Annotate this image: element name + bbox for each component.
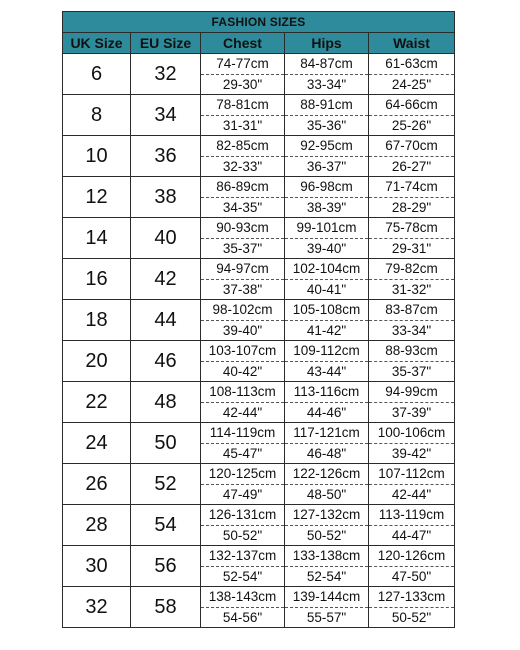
chest-in-cell: 31-31" bbox=[201, 115, 285, 136]
uk-size-cell: 8 bbox=[63, 95, 131, 136]
chest-cm-cell: 138-143cm bbox=[201, 587, 285, 608]
chest-in-cell: 40-42" bbox=[201, 361, 285, 382]
uk-size-cell: 22 bbox=[63, 382, 131, 423]
eu-size-cell: 58 bbox=[131, 587, 201, 628]
hips-cm-cell: 99-101cm bbox=[285, 218, 369, 239]
waist-in-cell: 39-42" bbox=[369, 443, 455, 464]
waist-in-cell: 31-32" bbox=[369, 279, 455, 300]
table-row bbox=[63, 177, 455, 198]
size-chart bbox=[62, 11, 454, 628]
table-row bbox=[63, 95, 455, 116]
chest-cm-cell: 126-131cm bbox=[201, 505, 285, 526]
waist-cm-cell: 79-82cm bbox=[369, 259, 455, 280]
table-row bbox=[63, 423, 455, 444]
chest-cm-cell: 78-81cm bbox=[201, 95, 285, 116]
waist-in-cell: 24-25" bbox=[369, 74, 455, 95]
hips-cm-cell: 96-98cm bbox=[285, 177, 369, 198]
waist-in-cell: 47-50" bbox=[369, 566, 455, 587]
uk-size-cell: 24 bbox=[63, 423, 131, 464]
hips-in-cell: 48-50" bbox=[285, 484, 369, 505]
waist-cm-cell: 75-78cm bbox=[369, 218, 455, 239]
chest-cm-cell: 86-89cm bbox=[201, 177, 285, 198]
waist-cm-cell: 100-106cm bbox=[369, 423, 455, 444]
hips-in-cell: 52-54" bbox=[285, 566, 369, 587]
hips-cm-cell: 102-104cm bbox=[285, 259, 369, 280]
chest-cm-cell: 103-107cm bbox=[201, 341, 285, 362]
hips-in-cell: 35-36" bbox=[285, 115, 369, 136]
waist-in-cell: 26-27" bbox=[369, 156, 455, 177]
waist-cm-cell: 64-66cm bbox=[369, 95, 455, 116]
waist-cm-cell: 88-93cm bbox=[369, 341, 455, 362]
hips-cm-cell: 88-91cm bbox=[285, 95, 369, 116]
waist-cm-cell: 61-63cm bbox=[369, 54, 455, 75]
table-row bbox=[63, 54, 455, 75]
header-uk-size: UK Size bbox=[63, 33, 131, 54]
header-chest: Chest bbox=[201, 33, 285, 54]
chest-cm-cell: 90-93cm bbox=[201, 218, 285, 239]
table-row bbox=[63, 505, 455, 526]
hips-in-cell: 38-39" bbox=[285, 197, 369, 218]
waist-in-cell: 33-34" bbox=[369, 320, 455, 341]
hips-in-cell: 33-34" bbox=[285, 74, 369, 95]
header-eu-size: EU Size bbox=[131, 33, 201, 54]
header-waist: Waist bbox=[369, 33, 455, 54]
uk-size-cell: 18 bbox=[63, 300, 131, 341]
waist-in-cell: 50-52" bbox=[369, 607, 455, 628]
uk-size-cell: 32 bbox=[63, 587, 131, 628]
eu-size-cell: 36 bbox=[131, 136, 201, 177]
eu-size-cell: 54 bbox=[131, 505, 201, 546]
chest-cm-cell: 120-125cm bbox=[201, 464, 285, 485]
hips-cm-cell: 113-116cm bbox=[285, 382, 369, 403]
chest-in-cell: 29-30" bbox=[201, 74, 285, 95]
table-row bbox=[63, 136, 455, 157]
eu-size-cell: 32 bbox=[131, 54, 201, 95]
size-rows bbox=[63, 54, 455, 628]
header-row bbox=[63, 33, 455, 54]
eu-size-cell: 34 bbox=[131, 95, 201, 136]
chest-in-cell: 32-33" bbox=[201, 156, 285, 177]
waist-in-cell: 37-39" bbox=[369, 402, 455, 423]
table-row bbox=[63, 464, 455, 485]
chest-cm-cell: 132-137cm bbox=[201, 546, 285, 567]
hips-in-cell: 50-52" bbox=[285, 525, 369, 546]
chest-in-cell: 35-37" bbox=[201, 238, 285, 259]
hips-in-cell: 39-40" bbox=[285, 238, 369, 259]
chest-in-cell: 47-49" bbox=[201, 484, 285, 505]
hips-in-cell: 46-48" bbox=[285, 443, 369, 464]
chest-cm-cell: 114-119cm bbox=[201, 423, 285, 444]
waist-cm-cell: 83-87cm bbox=[369, 300, 455, 321]
chest-in-cell: 54-56" bbox=[201, 607, 285, 628]
chest-in-cell: 34-35" bbox=[201, 197, 285, 218]
uk-size-cell: 20 bbox=[63, 341, 131, 382]
hips-cm-cell: 92-95cm bbox=[285, 136, 369, 157]
hips-cm-cell: 109-112cm bbox=[285, 341, 369, 362]
chest-cm-cell: 98-102cm bbox=[201, 300, 285, 321]
waist-in-cell: 42-44" bbox=[369, 484, 455, 505]
waist-cm-cell: 127-133cm bbox=[369, 587, 455, 608]
chest-cm-cell: 82-85cm bbox=[201, 136, 285, 157]
eu-size-cell: 56 bbox=[131, 546, 201, 587]
table-row bbox=[63, 259, 455, 280]
waist-in-cell: 35-37" bbox=[369, 361, 455, 382]
hips-cm-cell: 127-132cm bbox=[285, 505, 369, 526]
size-table bbox=[62, 11, 455, 628]
waist-cm-cell: 120-126cm bbox=[369, 546, 455, 567]
waist-cm-cell: 94-99cm bbox=[369, 382, 455, 403]
header-hips: Hips bbox=[285, 33, 369, 54]
eu-size-cell: 42 bbox=[131, 259, 201, 300]
table-row bbox=[63, 218, 455, 239]
chest-in-cell: 45-47" bbox=[201, 443, 285, 464]
chest-cm-cell: 94-97cm bbox=[201, 259, 285, 280]
uk-size-cell: 14 bbox=[63, 218, 131, 259]
hips-in-cell: 41-42" bbox=[285, 320, 369, 341]
eu-size-cell: 38 bbox=[131, 177, 201, 218]
waist-cm-cell: 113-119cm bbox=[369, 505, 455, 526]
chest-in-cell: 52-54" bbox=[201, 566, 285, 587]
hips-cm-cell: 117-121cm bbox=[285, 423, 369, 444]
hips-in-cell: 55-57" bbox=[285, 607, 369, 628]
table-row bbox=[63, 300, 455, 321]
hips-cm-cell: 133-138cm bbox=[285, 546, 369, 567]
uk-size-cell: 12 bbox=[63, 177, 131, 218]
waist-in-cell: 44-47" bbox=[369, 525, 455, 546]
eu-size-cell: 48 bbox=[131, 382, 201, 423]
chest-in-cell: 37-38" bbox=[201, 279, 285, 300]
eu-size-cell: 46 bbox=[131, 341, 201, 382]
chest-cm-cell: 74-77cm bbox=[201, 54, 285, 75]
uk-size-cell: 26 bbox=[63, 464, 131, 505]
waist-in-cell: 28-29" bbox=[369, 197, 455, 218]
table-row bbox=[63, 341, 455, 362]
uk-size-cell: 10 bbox=[63, 136, 131, 177]
chest-in-cell: 42-44" bbox=[201, 402, 285, 423]
hips-cm-cell: 105-108cm bbox=[285, 300, 369, 321]
waist-cm-cell: 67-70cm bbox=[369, 136, 455, 157]
eu-size-cell: 40 bbox=[131, 218, 201, 259]
eu-size-cell: 44 bbox=[131, 300, 201, 341]
table-row bbox=[63, 546, 455, 567]
hips-in-cell: 43-44" bbox=[285, 361, 369, 382]
chest-in-cell: 50-52" bbox=[201, 525, 285, 546]
uk-size-cell: 30 bbox=[63, 546, 131, 587]
hips-in-cell: 44-46" bbox=[285, 402, 369, 423]
table-title: FASHION SIZES bbox=[63, 12, 455, 33]
waist-in-cell: 29-31" bbox=[369, 238, 455, 259]
chest-cm-cell: 108-113cm bbox=[201, 382, 285, 403]
waist-cm-cell: 107-112cm bbox=[369, 464, 455, 485]
uk-size-cell: 6 bbox=[63, 54, 131, 95]
uk-size-cell: 16 bbox=[63, 259, 131, 300]
hips-in-cell: 40-41" bbox=[285, 279, 369, 300]
eu-size-cell: 52 bbox=[131, 464, 201, 505]
table-row bbox=[63, 382, 455, 403]
hips-cm-cell: 84-87cm bbox=[285, 54, 369, 75]
uk-size-cell: 28 bbox=[63, 505, 131, 546]
waist-in-cell: 25-26" bbox=[369, 115, 455, 136]
hips-in-cell: 36-37" bbox=[285, 156, 369, 177]
table-row bbox=[63, 587, 455, 608]
waist-cm-cell: 71-74cm bbox=[369, 177, 455, 198]
eu-size-cell: 50 bbox=[131, 423, 201, 464]
title-row bbox=[63, 12, 455, 33]
hips-cm-cell: 122-126cm bbox=[285, 464, 369, 485]
chest-in-cell: 39-40" bbox=[201, 320, 285, 341]
hips-cm-cell: 139-144cm bbox=[285, 587, 369, 608]
